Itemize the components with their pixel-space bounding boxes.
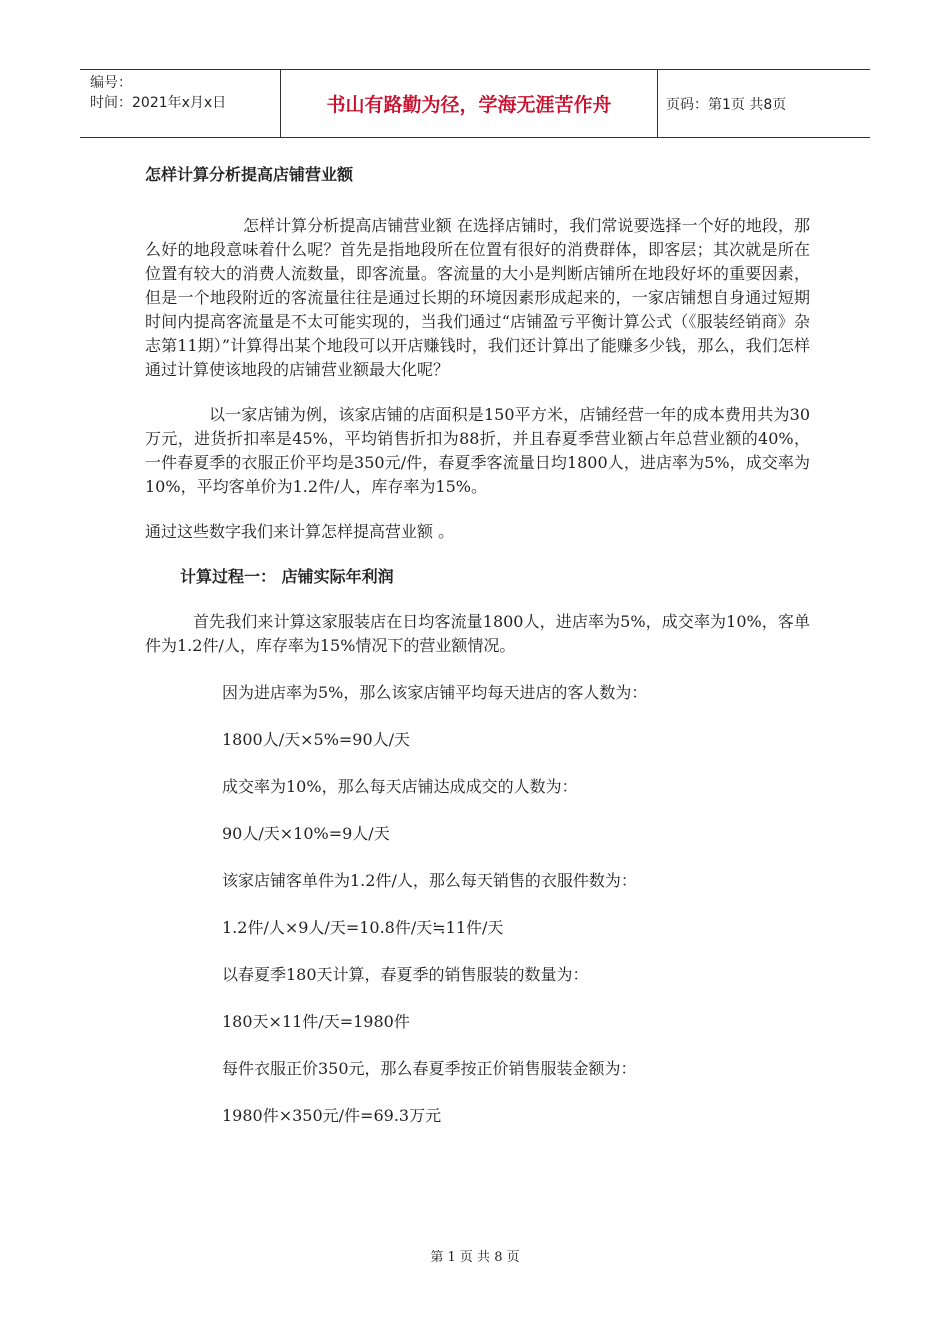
header-meta — [80, 70, 281, 137]
calc-line: 以春夏季180天计算，春夏季的销售服装的数量为： — [222, 965, 589, 984]
calc-line: 成交率为10%，那么每天店铺达成成交的人数为： — [222, 777, 578, 796]
calc-line: 180天×11件/天=1980件 — [222, 1012, 410, 1031]
document-body — [145, 155, 810, 1128]
calc-line: 1980件×350元/件=69.3万元 — [222, 1106, 442, 1125]
intro-paragraph: 怎样计算分析提高店铺营业额 在选择店铺时，我们常说要选择一个好的地段，那么好的地段意味着什么呢？首先是指地段所在位置有很好的消费群体，即客层；其次就是所在位置有较大的消费人流数量，即客流量。客流量的大小是判断店铺所在地段好坏的重要因素，但是一个地段附近的客流量往往是通过长期的环境因素形成起来的，一家店铺想自身通过短期时间内提高客流量是不太可能实现的，当我们通过“店铺盈亏平衡计算公式（《服装经销商》杂志第11期）”计算得出某个地段可以开店赚钱时，我们还计算出了能赚多少钱，那么，我们怎样通过计算使该地段的店铺营业额最大化呢？ — [145, 216, 810, 379]
calc-intro-paragraph: 首先我们来计算这家服装店在日均客流量1800人，进店率为5%，成交率为10%，客单件为1.2件/人，库存率为15%情况下的营业额情况。 — [145, 612, 810, 655]
number-label: 编号： — [90, 75, 132, 91]
calc-line: 90人/天×10%=9人/天 — [222, 824, 390, 843]
header-motto: 书山有路勤为径，学海无涯苦作舟 — [281, 70, 658, 137]
time-label: 时间：2021年x月x日 — [90, 95, 227, 111]
calc-line: 因为进店率为5%，那么该家店铺平均每天进店的客人数为： — [222, 683, 648, 702]
page-header — [80, 69, 870, 138]
transition-paragraph: 通过这些数字我们来计算怎样提高营业额 。 — [145, 522, 455, 541]
calc-line: 该家店铺客单件为1.2件/人，那么每天销售的衣服件数为： — [222, 871, 637, 890]
calc-line: 每件衣服正价350元，那么春夏季按正价销售服装金额为： — [222, 1059, 637, 1078]
calc-line: 1800人/天×5%=90人/天 — [222, 730, 411, 749]
document-title: 怎样计算分析提高店铺营业额 — [145, 165, 354, 184]
example-paragraph: 以一家店铺为例，该家店铺的店面积是150平方米，店铺经营一年的成本费用共为30万元，进货折扣率是45%，平均销售折扣为88折，并且春夏季营业额占年总营业额的40%，一件春夏季的衣服正价平均是350元/件，春夏季客流量日均1800人，进店率为5%，成交率为10%，平均客单价为1.2件/人，库存率为15%。 — [145, 405, 810, 496]
section-heading: 计算过程一： 店铺实际年利润 — [180, 567, 394, 586]
page-footer: 第 1 页 共 8 页 — [430, 1250, 520, 1265]
calc-line: 1.2件/人×9人/天=10.8件/天≒11件/天 — [222, 918, 504, 937]
header-page-info: 页码：第1页 共8页 — [666, 96, 787, 113]
